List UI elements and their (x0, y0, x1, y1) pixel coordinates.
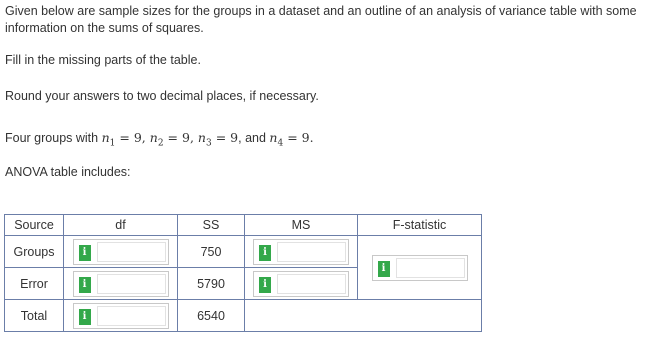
n4-expression: $n_4 = 9$. (269, 130, 314, 149)
anova-intro: ANOVA table includes: (5, 165, 131, 179)
info-icon[interactable]: i (79, 245, 91, 261)
ms-error-input[interactable] (277, 274, 346, 294)
info-icon[interactable]: i (79, 277, 91, 293)
ss-error: 5790 (178, 268, 245, 300)
source-error: Error (5, 268, 64, 300)
groups-sentence (5, 129, 314, 153)
info-icon[interactable]: i (79, 309, 91, 325)
info-icon[interactable]: i (259, 245, 271, 261)
ms-error-cell (245, 268, 358, 300)
groups-prefix: Four groups with (5, 131, 102, 145)
ss-groups: 750 (178, 236, 245, 268)
df-total-cell (64, 300, 178, 332)
question-intro (5, 3, 637, 37)
info-icon[interactable]: i (378, 261, 390, 277)
df-total-input[interactable] (97, 306, 166, 326)
df-error-cell (64, 268, 178, 300)
header-source: Source (5, 215, 64, 236)
fill-instruction: Fill in the missing parts of the table. (5, 53, 201, 67)
df-error-input[interactable] (97, 274, 166, 294)
info-icon[interactable]: i (259, 277, 271, 293)
header-df: df (64, 215, 178, 236)
round-instruction: Round your answers to two decimal places, if necessary. (5, 89, 319, 103)
df-error-answer (73, 271, 169, 297)
ss-total: 6540 (178, 300, 245, 332)
header-ss: SS (178, 215, 245, 236)
ms-error-answer (253, 271, 349, 297)
df-groups-answer (73, 239, 169, 265)
intro-line-1: Given below are sample sizes for the groups in a dataset and an outline of an analysis of variance table with some (5, 4, 637, 18)
ms-groups-answer (253, 239, 349, 265)
source-total: Total (5, 300, 64, 332)
ms-groups-cell (245, 236, 358, 268)
table-row-total (5, 300, 482, 332)
f-statistic-input[interactable] (396, 258, 465, 278)
df-groups-cell (64, 236, 178, 268)
df-groups-input[interactable] (97, 242, 166, 262)
anova-header-row (5, 215, 482, 236)
df-total-answer (73, 303, 169, 329)
ms-groups-input[interactable] (277, 242, 346, 262)
f-statistic-answer (372, 255, 468, 281)
table-row-groups (5, 236, 482, 268)
groups-and: , and (238, 131, 270, 145)
header-f-statistic: F-statistic (358, 215, 482, 236)
header-ms: MS (245, 215, 358, 236)
n1-expression: $n_1 = 9$, $n_2 = 9$, $n_3 = 9$ (101, 130, 239, 149)
f-statistic-cell (358, 236, 482, 300)
anova-table (4, 214, 482, 332)
intro-line-2: information on the sums of squares. (5, 21, 204, 35)
source-groups: Groups (5, 236, 64, 268)
